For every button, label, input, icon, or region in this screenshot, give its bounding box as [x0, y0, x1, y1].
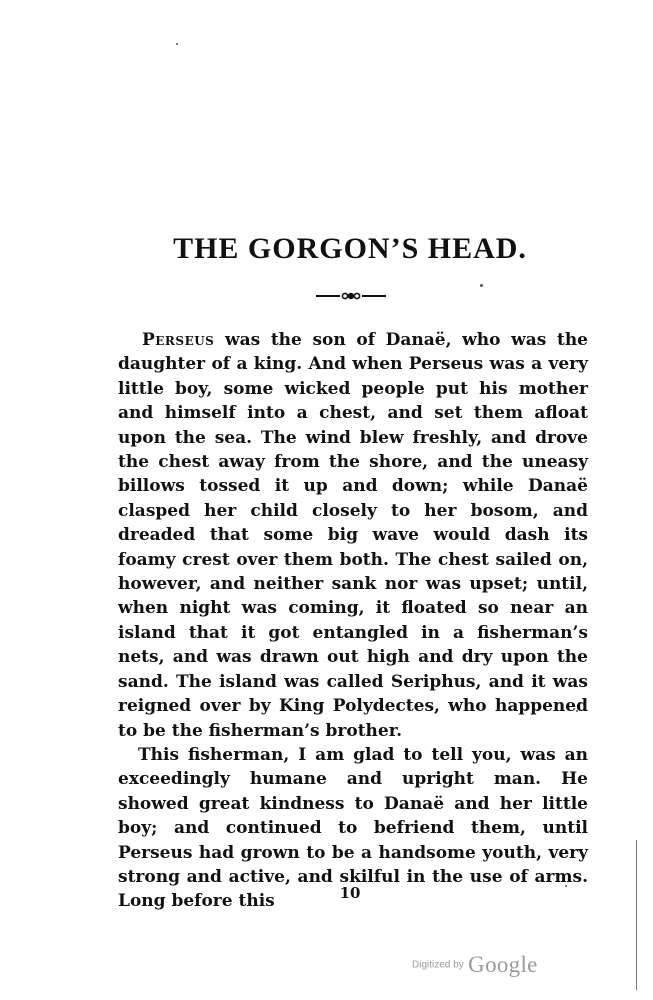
scan-speck [480, 284, 483, 287]
chapter-title: THE GORGON’S HEAD. [173, 232, 527, 265]
digitization-watermark [412, 952, 538, 978]
flourish-rule-icon [316, 290, 386, 302]
paragraph: This fisherman, I am glad to tell you, was an exceedingly humane and upright man. He showed great kindness to Danaë and her little boy; and continued to befriend them, until Perseus had grown to be a handsome youth, very strong and active, and skilful in the use of arms. Long before this [118, 744, 588, 912]
scan-edge-line [636, 840, 637, 990]
scan-speck [176, 43, 178, 45]
page-number: 10 [339, 884, 361, 902]
chapter-body [118, 328, 588, 914]
lead-word: Perseus [142, 330, 215, 350]
watermark-brand: Google [468, 952, 538, 977]
paragraph-text: was the son of Danaë, who was the daughter of a king. And when Perseus was a very little boy, some wicked people put his mother and himself into a chest, and set them afloat upon the sea. The wind blew freshly, and drove the chest away from the shore, and the uneasy billows tossed it up and down; while Danaë clasped her child closely to her bosom, and dreaded that some big wave would dash its foamy crest over them both. The chest sailed on, however, and neither sank nor was upset; until, when night was coming, it floated so near an island that it got entangled in a fisherman’s nets, and was drawn out high and dry upon the sand. The island was called Seriphus, and it was reigned over by King Polydectes, who happened to be the fisherman’s brother. [118, 330, 588, 741]
watermark-prefix: Digitized by [412, 959, 464, 971]
paragraph [118, 328, 588, 743]
